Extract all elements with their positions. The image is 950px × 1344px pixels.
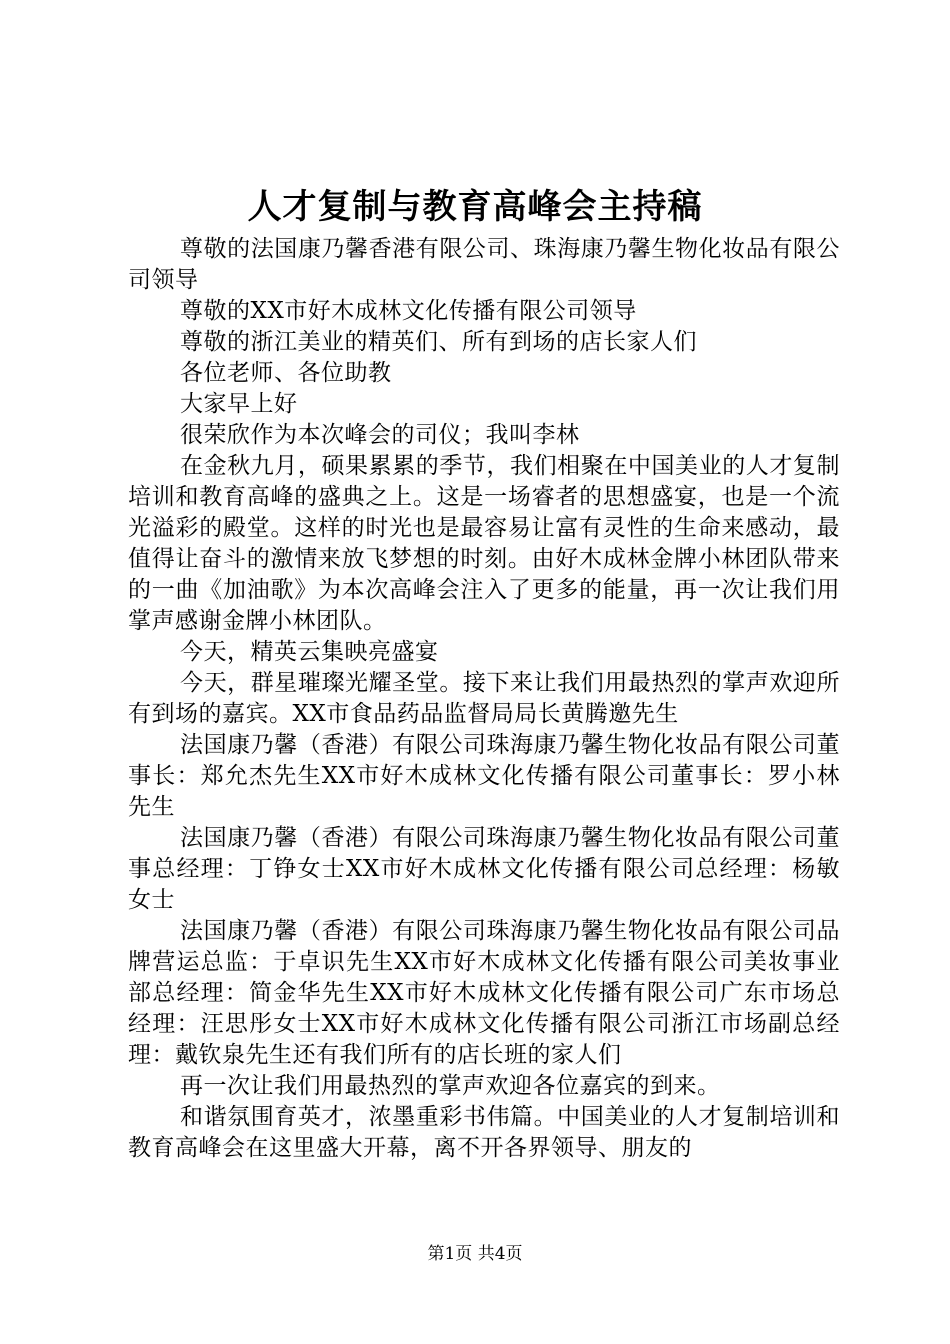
paragraph: 尊敬的法国康乃馨香港有限公司、珠海康乃馨生物化妆品有限公司领导 [128, 236, 840, 293]
paragraph: 大家早上好 [180, 391, 298, 417]
document-title: 人才复制与教育高峰会主持稿 [247, 187, 703, 227]
paragraph: 再一次让我们用最热烈的掌声欢迎各位嘉宾的到来。 [180, 1073, 721, 1099]
paragraph: 各位老师、各位助教 [180, 360, 392, 386]
paragraph: 法国康乃馨（香港）有限公司珠海康乃馨生物化妆品有限公司董事长：郑允杰先生XX市好木成林文化传播有限公司董事长：罗小林先生 [128, 732, 840, 820]
paragraph: 今天，群星璀璨光耀圣堂。接下来让我们用最热烈的掌声欢迎所有到场的嘉宾。XX市食品药品监督局局长黄腾邀先生 [128, 670, 840, 727]
paragraph: 法国康乃馨（香港）有限公司珠海康乃馨生物化妆品有限公司董事总经理：丁铮女士XX市好木成林文化传播有限公司总经理：杨敏女士 [128, 825, 840, 913]
paragraph: 今天，精英云集映亮盛宴 [180, 639, 439, 665]
paragraph: 尊敬的XX市好木成林文化传播有限公司领导 [180, 298, 637, 324]
paragraph: 法国康乃馨（香港）有限公司珠海康乃馨生物化妆品有限公司品牌营运总监：于卓识先生XX市好木成林文化传播有限公司美妆事业部总经理：简金华先生XX市好木成林文化传播有限公司广东市场总经理：汪思彤女士XX市好木成林文化传播有限公司浙江市场副总经理：戴钦泉先生还有我们所有的店长班的家人们 [128, 918, 840, 1068]
paragraph: 很荣欣作为本次峰会的司仪；我叫李林 [180, 422, 580, 448]
page-number-footer: 第1页 共4页 [427, 1244, 523, 1264]
paragraph: 和谐氛围育英才，浓墨重彩书伟篇。中国美业的人才复制培训和教育高峰会在这里盛大开幕，离不开各界领导、朋友的 [128, 1104, 840, 1161]
paragraph: 在金秋九月，硕果累累的季节，我们相聚在中国美业的人才复制培训和教育高峰的盛典之上。这是一场睿者的思想盛宴，也是一个流光溢彩的殿堂。这样的时光也是最容易让富有灵性的生命来感动，最值得让奋斗的激情来放飞梦想的时刻。由好木成林金牌小林团队带来的一曲《加油歌》为本次高峰会注入了更多的能量，再一次让我们用掌声感谢金牌小林团队。 [128, 453, 840, 634]
document-body [128, 234, 840, 1164]
paragraph: 尊敬的浙江美业的精英们、所有到场的店长家人们 [180, 329, 697, 355]
